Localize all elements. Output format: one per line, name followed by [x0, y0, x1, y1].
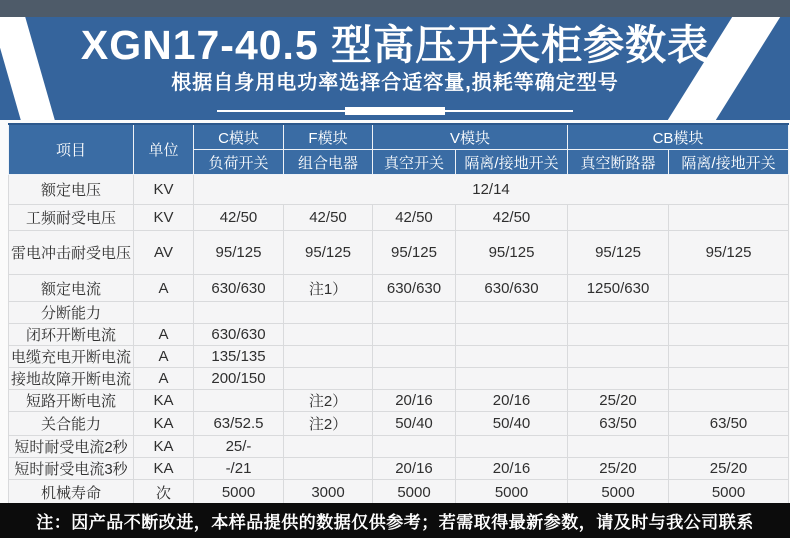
col-header-module-cb: CB模块 — [568, 124, 789, 150]
row-label: 短时耐受电流3秒 — [9, 458, 134, 480]
banner — [0, 17, 790, 120]
row-label: 关合能力 — [9, 412, 134, 436]
cell-value: 630/630 — [456, 275, 568, 302]
table-header — [9, 124, 789, 175]
cell-value: 630/630 — [373, 275, 456, 302]
cell-value: 20/16 — [373, 458, 456, 480]
params-table-wrap — [8, 123, 788, 505]
page-subtitle: 根据自身用电功率选择合适容量,损耗等确定型号 — [171, 72, 619, 94]
cell-value — [568, 368, 669, 390]
cell-value: 5000 — [568, 480, 669, 505]
row-label: 短路开断电流 — [9, 390, 134, 412]
row-unit — [134, 302, 194, 324]
table-row — [9, 175, 789, 205]
cell-value — [568, 324, 669, 346]
note-bar — [0, 503, 790, 538]
cell-value: 20/16 — [456, 390, 568, 412]
cell-value — [456, 324, 568, 346]
cell-value: 63/50 — [568, 412, 669, 436]
cell-value — [669, 324, 789, 346]
row-label: 雷电冲击耐受电压 — [9, 231, 134, 275]
cell-value: 95/125 — [373, 231, 456, 275]
underline-thick-segment — [345, 107, 445, 115]
table-row — [9, 436, 789, 458]
row-unit: KA — [134, 458, 194, 480]
cell-value: 注1） — [284, 275, 373, 302]
table-row — [9, 324, 789, 346]
col-header-vacuum-breaker: 真空断路器 — [568, 150, 669, 175]
cell-value: 注2） — [284, 412, 373, 436]
table-row — [9, 480, 789, 505]
cell-value — [373, 346, 456, 368]
row-unit: A — [134, 346, 194, 368]
col-header-module-v: V模块 — [373, 124, 568, 150]
row-label: 工频耐受电压 — [9, 205, 134, 231]
cell-value: 25/20 — [568, 458, 669, 480]
cell-value: 5000 — [194, 480, 284, 505]
top-strip — [0, 0, 790, 17]
page-title: XGN17-40.5 型高压开关柜参数表 — [80, 22, 710, 68]
cell-value — [456, 346, 568, 368]
row-unit: A — [134, 275, 194, 302]
cell-value: -/21 — [194, 458, 284, 480]
cell-value: 42/50 — [194, 205, 284, 231]
table-row — [9, 368, 789, 390]
table-row — [9, 302, 789, 324]
row-unit: A — [134, 324, 194, 346]
cell-value: 注2） — [284, 390, 373, 412]
params-table — [8, 123, 789, 505]
cell-value: 95/125 — [194, 231, 284, 275]
cell-value: 50/40 — [456, 412, 568, 436]
cell-value: 1250/630 — [568, 275, 669, 302]
cell-value — [568, 302, 669, 324]
col-header-load-switch: 负荷开关 — [194, 150, 284, 175]
cell-value: 95/125 — [568, 231, 669, 275]
cell-value: 50/40 — [373, 412, 456, 436]
row-label: 机械寿命 — [9, 480, 134, 505]
row-unit: 次 — [134, 480, 194, 505]
cell-value: 3000 — [284, 480, 373, 505]
cell-value — [669, 436, 789, 458]
cell-value: 63/52.5 — [194, 412, 284, 436]
cell-value — [669, 275, 789, 302]
cell-value — [568, 346, 669, 368]
table-body — [9, 175, 789, 505]
row-merged-value: 12/14 — [194, 175, 789, 205]
table-row — [9, 390, 789, 412]
cell-value: 25/20 — [669, 458, 789, 480]
cell-value: 25/20 — [568, 390, 669, 412]
cell-value: 20/16 — [373, 390, 456, 412]
banner-underline — [217, 107, 573, 115]
col-header-vacuum-switch: 真空开关 — [373, 150, 456, 175]
row-label: 电缆充电开断电流 — [9, 346, 134, 368]
cell-value: 200/150 — [194, 368, 284, 390]
cell-value — [194, 390, 284, 412]
cell-value — [669, 302, 789, 324]
cell-value — [373, 324, 456, 346]
row-label: 接地故障开断电流 — [9, 368, 134, 390]
cell-value: 63/50 — [669, 412, 789, 436]
cell-value: 42/50 — [373, 205, 456, 231]
row-label: 额定电压 — [9, 175, 134, 205]
cell-value — [284, 458, 373, 480]
cell-value — [669, 346, 789, 368]
cell-value — [284, 302, 373, 324]
cell-value: 42/50 — [456, 205, 568, 231]
cell-value: 630/630 — [194, 324, 284, 346]
row-unit: A — [134, 368, 194, 390]
row-unit: KA — [134, 412, 194, 436]
row-unit: KV — [134, 205, 194, 231]
col-header-cb-isolating-switch: 隔离/接地开关 — [669, 150, 789, 175]
table-row — [9, 346, 789, 368]
table-row — [9, 458, 789, 480]
cell-value — [456, 436, 568, 458]
cell-value — [284, 436, 373, 458]
cell-value — [669, 368, 789, 390]
cell-value — [568, 436, 669, 458]
cell-value: 95/125 — [669, 231, 789, 275]
col-header-v-isolating-switch: 隔离/接地开关 — [456, 150, 568, 175]
cell-value: 5000 — [456, 480, 568, 505]
cell-value: 630/630 — [194, 275, 284, 302]
row-unit: KA — [134, 436, 194, 458]
cell-value: 5000 — [669, 480, 789, 505]
cell-value — [194, 302, 284, 324]
col-header-combined-apparatus: 组合电器 — [284, 150, 373, 175]
cell-value — [456, 368, 568, 390]
header-row-groups — [9, 124, 789, 150]
cell-value — [456, 302, 568, 324]
cell-value — [669, 205, 789, 231]
row-unit: KA — [134, 390, 194, 412]
table-row — [9, 412, 789, 436]
note-text: 注：因产品不断改进，本样品提供的数据仅供参考；若需取得最新参数，请及时与我公司联系 — [36, 513, 754, 532]
col-header-module-c: C模块 — [194, 124, 284, 150]
cell-value — [373, 368, 456, 390]
cell-value: 5000 — [373, 480, 456, 505]
col-header-module-f: F模块 — [284, 124, 373, 150]
row-unit: AV — [134, 231, 194, 275]
cell-value — [669, 390, 789, 412]
cell-value: 95/125 — [456, 231, 568, 275]
table-row — [9, 231, 789, 275]
row-label: 短时耐受电流2秒 — [9, 436, 134, 458]
cell-value: 25/- — [194, 436, 284, 458]
cell-value — [373, 436, 456, 458]
cell-value: 95/125 — [284, 231, 373, 275]
col-header-unit: 单位 — [134, 124, 194, 175]
cell-value — [284, 368, 373, 390]
cell-value: 42/50 — [284, 205, 373, 231]
cell-value: 20/16 — [456, 458, 568, 480]
cell-value — [568, 205, 669, 231]
row-label: 分断能力 — [9, 302, 134, 324]
cell-value: 135/135 — [194, 346, 284, 368]
cell-value — [284, 346, 373, 368]
table-row — [9, 205, 789, 231]
table-row — [9, 275, 789, 302]
row-label: 闭环开断电流 — [9, 324, 134, 346]
row-label: 额定电流 — [9, 275, 134, 302]
row-unit: KV — [134, 175, 194, 205]
cell-value — [373, 302, 456, 324]
col-header-item: 项目 — [9, 124, 134, 175]
cell-value — [284, 324, 373, 346]
